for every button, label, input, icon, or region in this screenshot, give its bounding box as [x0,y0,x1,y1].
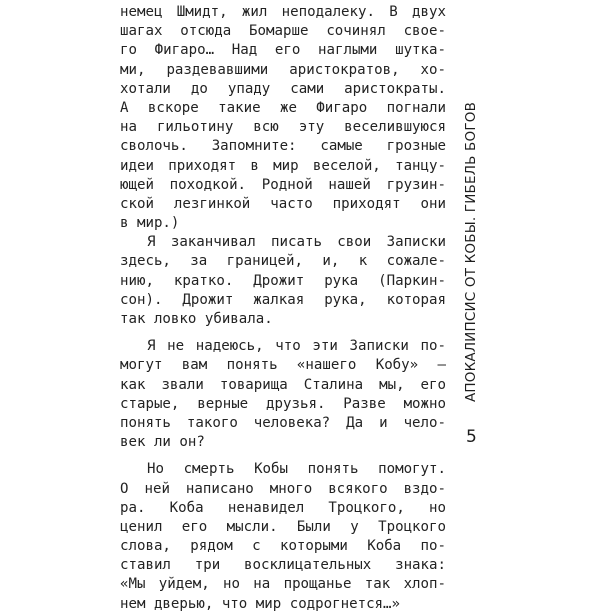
text-line: ставил три восклицательных знака: [120,557,446,574]
text-line: Я заканчивал писать свои Записки [147,234,446,251]
paragraph-2 [120,233,446,329]
paragraph-3 [120,337,446,452]
text-line: слова, рядом с которыми Коба по- [120,538,446,555]
text-line: ми, раздевавшими аристократов, хо- [120,61,446,78]
text-line: ра. Коба ненавидел Троцкого, но [120,499,446,516]
text-line: как звали товарища Сталина мы, его [120,376,446,393]
text-line: ценил его мысли. Были у Троцкого [120,518,446,535]
text-line: немец Шмидт, жил неподалеку. В двух [120,4,446,20]
text-line: сволочь. Запомните: самые грозные [120,138,446,155]
text-line: нем дверью, что мир содрогнется…» [120,595,401,612]
text-line: так ловко убивала. [120,311,273,327]
text-line: идеи приходят в мир веселой, танцу- [120,157,446,174]
text-line: могут вам понять «нашего Кобу» — [120,357,446,374]
text-line: О ней написано много всякого вздо- [120,480,446,497]
text-line: го Фигаро… Над его наглыми шутка- [120,42,446,59]
paragraph-gap [120,452,446,460]
text-line: Но смерть Кобы понять помогут. [147,461,446,478]
text-line: старые, верные друзья. Разве можно [120,395,446,412]
text-line: «Мы уйдем, но на прощанье так хлоп- [120,576,446,593]
text-line: шагах отсюда Бомарше сочинял свое- [120,23,446,40]
body-text [120,3,446,614]
text-line: в мир.) [120,215,180,232]
paragraph-1 [120,3,446,233]
text-line: ющей походкой. Родной нашей грузин- [120,176,446,193]
paragraph-4 [120,460,446,614]
text-line: хотали до упаду сами аристократы. [120,80,446,97]
text-line: нию, кратко. Дрожит рука (Паркин- [120,272,446,289]
text-line: здесь, за границей, и, к сожале- [120,253,446,270]
text-line: на гильотину всю эту веселившуюся [120,119,446,136]
text-line: век ли он? [120,434,205,451]
text-line: сон). Дрожит жалкая рука, которая [120,291,446,308]
paragraph-gap [120,329,446,337]
text-line: А вскоре такие же Фигаро погнали [120,99,446,116]
text-line: понять такого человека? Да и чело- [120,414,446,431]
page-number: 5 [466,427,477,447]
running-head: АПОКАЛИПСИС ОТ КОБЫ. ГИБЕЛЬ БОГОВ [463,101,479,402]
text-line: Я не надеюсь, что эти Записки по- [147,338,446,355]
text-line: ской лезгинкой часто приходят они [120,195,446,212]
